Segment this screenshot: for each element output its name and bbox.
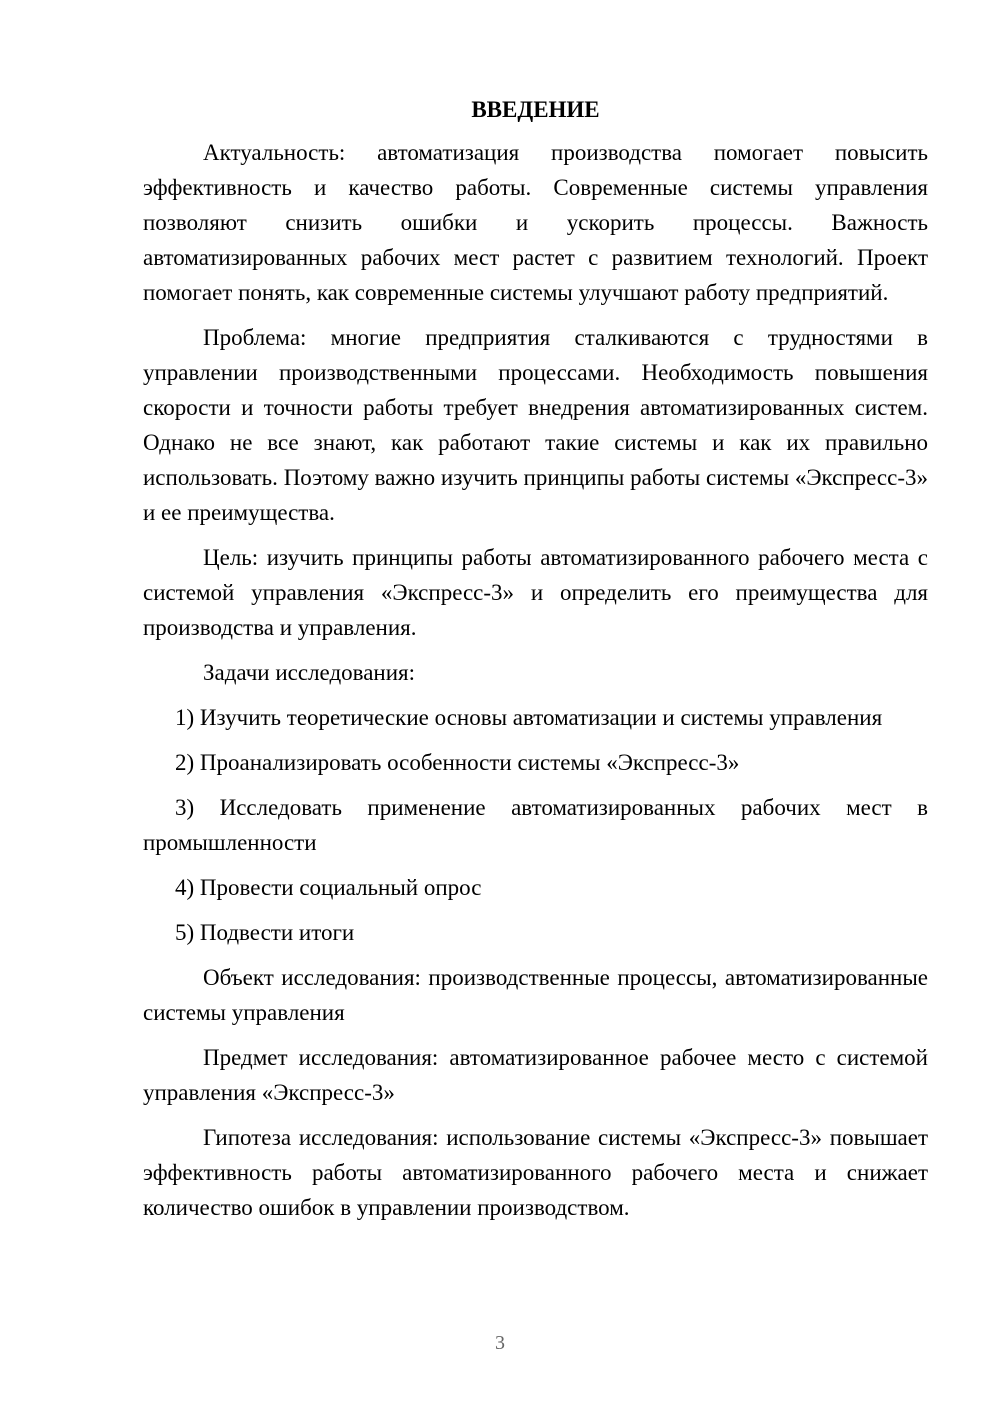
section-heading: ВВЕДЕНИЕ [471,97,600,122]
relevance-paragraph: Актуальность: автоматизация производства помогает повысить эффективность и качество работы. Современные системы управления позволяют снизить ошибки и ускорить процессы. Важность автоматизированных рабочих мест растет с развитием технологий. Проект помогает понять, как современные системы улучшают работу предприятий. [143,140,928,305]
hypothesis-paragraph: Гипотеза исследования: использование системы «Экспресс-3» повышает эффективность работы автоматизированного рабочего места и снижает количество ошибок в управлении производством. [143,1125,928,1220]
page-number: 3 [495,1332,505,1354]
task-item-2: 2) Проанализировать особенности системы «Экспресс-3» [175,750,740,775]
page-content [143,96,928,1235]
problem-paragraph: Проблема: многие предприятия сталкиваются с трудностями в управлении производственными процессами. Необходимость повышения скорости и точности работы требует внедрения автоматизированных систем. Однако не все знают, как работают такие системы и как их правильно использовать. Поэтому важно изучить принципы работы системы «Экспресс-3» и ее преимущества. [143,325,928,525]
task-item-3: 3) Исследовать применение автоматизированных рабочих мест в промышленности [143,795,928,855]
object-paragraph: Объект исследования: производственные процессы, автоматизированные системы управления [143,965,928,1025]
goal-paragraph: Цель: изучить принципы работы автоматизированного рабочего места с системой управления «Экспресс-3» и определить его преимущества для производства и управления. [143,545,928,640]
task-item-4: 4) Провести социальный опрос [175,875,482,900]
task-item-5: 5) Подвести итоги [175,920,355,945]
tasks-heading: Задачи исследования: [203,660,416,685]
subject-paragraph: Предмет исследования: автоматизированное рабочее место с системой управления «Экспресс-3» [143,1045,928,1105]
task-item-1: 1) Изучить теоретические основы автоматизации и системы управления [175,705,883,730]
